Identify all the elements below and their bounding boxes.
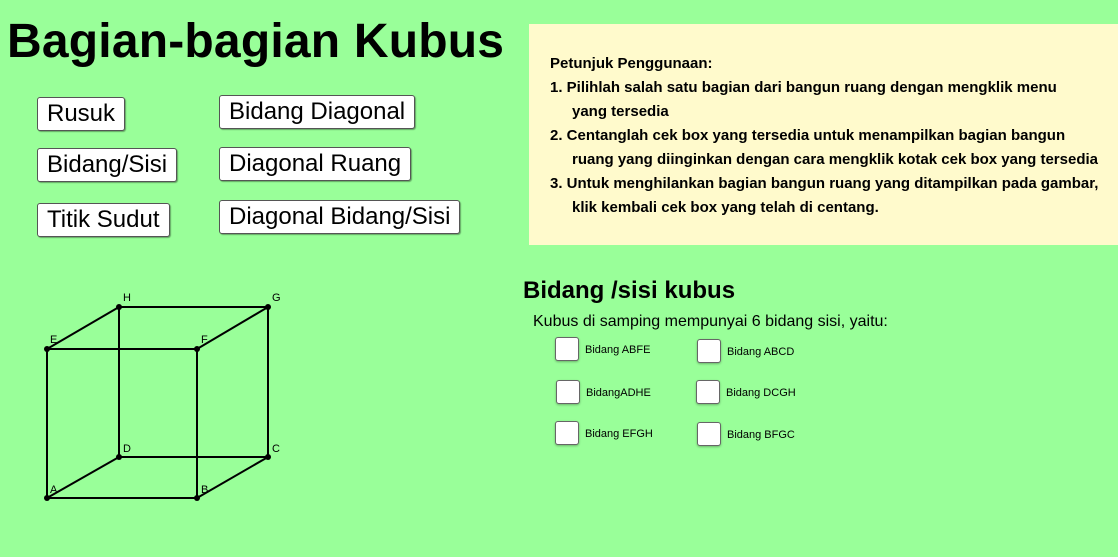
instruction-step-3: 3. Untuk menghilankan bagian bangun ruang yang ditampilkan pada gambar, bbox=[550, 175, 1099, 192]
checkbox-label-bfgc: Bidang BFGC bbox=[727, 429, 795, 441]
edge-ad bbox=[47, 457, 119, 498]
instruction-step-3-cont: klik kembali cek box yang telah di centang. bbox=[572, 199, 879, 216]
checkbox-bidang-efgh[interactable] bbox=[555, 421, 579, 445]
cube-diagram bbox=[0, 0, 320, 557]
vertex-label-c: C bbox=[272, 443, 280, 455]
vertex-label-g: G bbox=[272, 292, 281, 304]
checkbox-bidang-adhe[interactable] bbox=[556, 380, 580, 404]
bidang-sisi-button[interactable]: Bidang/Sisi bbox=[37, 148, 177, 182]
checkbox-bidang-abfe[interactable] bbox=[555, 337, 579, 361]
diagonal-ruang-button[interactable]: Diagonal Ruang bbox=[219, 147, 411, 181]
checkbox-label-abcd: Bidang ABCD bbox=[727, 346, 795, 358]
vertex-label-a: A bbox=[50, 484, 58, 496]
vertex-d[interactable] bbox=[116, 454, 122, 460]
vertex-label-e: E bbox=[50, 334, 58, 346]
vertex-label-b: B bbox=[201, 484, 209, 496]
instructions-heading: Petunjuk Penggunaan: bbox=[550, 55, 713, 72]
bidang-diagonal-button[interactable]: Bidang Diagonal bbox=[219, 95, 415, 129]
checkbox-label-efgh: Bidang EFGH bbox=[585, 428, 653, 440]
instruction-step-2: 2. Centanglah cek box yang tersedia untuk menampilkan bagian bangun bbox=[550, 127, 1066, 144]
vertex-f[interactable] bbox=[194, 346, 200, 352]
instruction-step-2-cont: ruang yang diinginkan dengan cara mengklik kotak cek box yang tersedia bbox=[572, 151, 1098, 168]
diagonal-bidang-sisi-button[interactable]: Diagonal Bidang/Sisi bbox=[219, 200, 460, 234]
page-title: Bagian-bagian Kubus bbox=[7, 15, 505, 68]
instruction-step-1: 1. Pilihlah salah satu bagian dari bangun ruang dengan mengklik menu bbox=[550, 79, 1057, 96]
edge-eh bbox=[47, 307, 119, 349]
checkbox-label-adhe: BidangADHE bbox=[586, 387, 651, 399]
instructions-panel bbox=[529, 24, 1118, 245]
vertex-label-h: H bbox=[123, 292, 131, 304]
checkbox-bidang-bfgc[interactable] bbox=[697, 422, 721, 446]
checkbox-bidang-dcgh[interactable] bbox=[696, 380, 720, 404]
rusuk-button[interactable]: Rusuk bbox=[37, 97, 125, 131]
section-subtitle: Kubus di samping mempunyai 6 bidang sisi, yaitu: bbox=[533, 313, 888, 330]
titik-sudut-button[interactable]: Titik Sudut bbox=[37, 203, 170, 237]
vertex-g[interactable] bbox=[265, 304, 271, 310]
vertex-label-d: D bbox=[123, 443, 131, 455]
vertex-label-f: F bbox=[201, 334, 208, 346]
vertex-e[interactable] bbox=[44, 346, 50, 352]
section-title: Bidang /sisi kubus bbox=[523, 277, 736, 304]
vertex-c[interactable] bbox=[265, 454, 271, 460]
checkbox-bidang-abcd[interactable] bbox=[697, 339, 721, 363]
checkbox-label-abfe: Bidang ABFE bbox=[585, 344, 651, 356]
instruction-step-1-cont: yang tersedia bbox=[572, 103, 669, 120]
vertex-h[interactable] bbox=[116, 304, 122, 310]
checkbox-label-dcgh: Bidang DCGH bbox=[726, 387, 796, 399]
vertex-b[interactable] bbox=[194, 495, 200, 501]
